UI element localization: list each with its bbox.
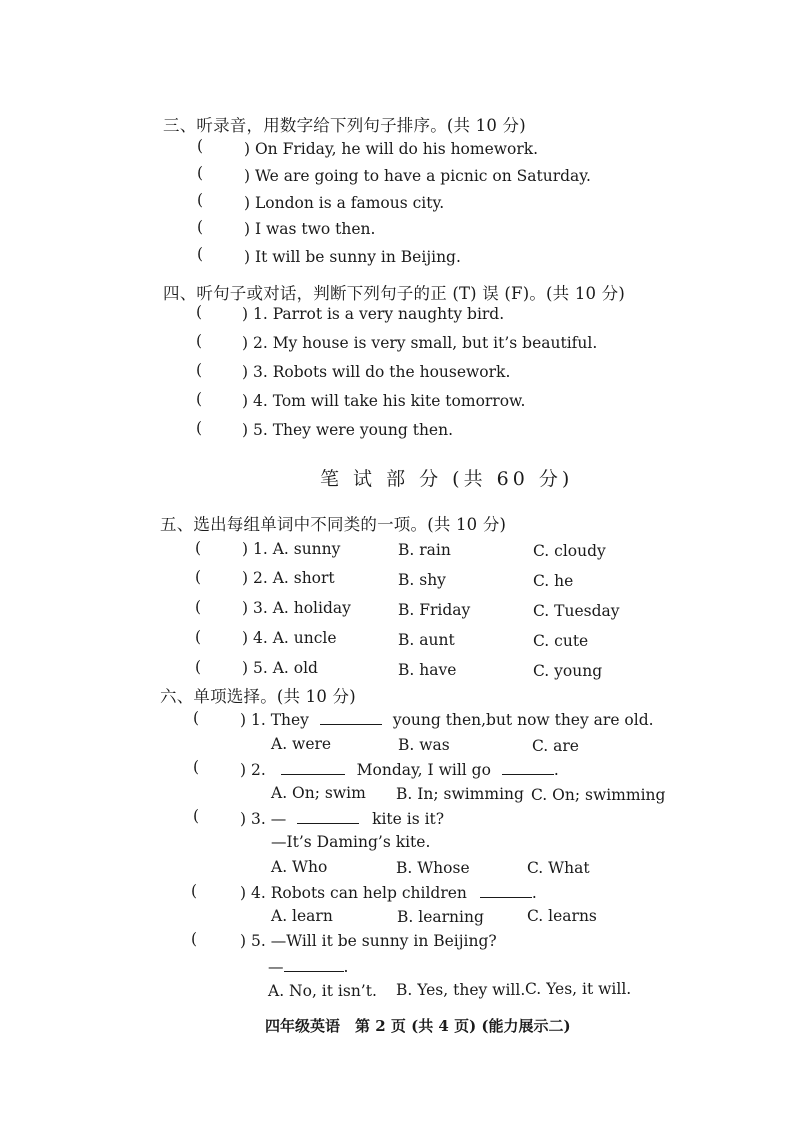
section5-item-1-b: B. rain [398, 541, 451, 559]
section6-q5-post: . [343, 958, 349, 976]
section6-q5-dash: — [268, 958, 284, 976]
answer-paren: ( [197, 245, 204, 263]
answer-paren: ( [197, 137, 204, 155]
section5-item-3-c: C. Tuesday [533, 602, 620, 620]
answer-paren: ( [196, 390, 203, 408]
section6-q2-stem [240, 760, 559, 779]
section5-item-5-b: B. have [398, 661, 457, 679]
section6-q2-option-a: A. On; swim [271, 784, 366, 802]
section3-item-5: ) It will be sunny in Beijing. [244, 248, 461, 266]
section4-heading: 四、听句子或对话，判断下列句子的正 (T) 误 (F)。(共 10 分) [163, 284, 625, 303]
section5-item-3-a: ) 3. A. holiday [242, 599, 351, 617]
section5-item-4-c: C. cute [533, 632, 589, 650]
section4-item-4: ) 4. Tom will take his kite tomorrow. [242, 392, 526, 410]
section6-q2-mid: Monday, I will go [356, 761, 491, 779]
answer-blank [281, 760, 345, 775]
section5-heading: 五、选出每组单词中不同类的一项。(共 10 分) [160, 515, 507, 534]
section6-q4-pre: ) 4. Robots can help children [240, 884, 467, 902]
section3-item-4: ) I was two then. [244, 220, 376, 238]
section6-q3-stem [240, 809, 444, 828]
section5-item-1-c: C. cloudy [533, 542, 606, 560]
section5-item-2-c: C. he [533, 572, 574, 590]
section5-item-4-a: ) 4. A. uncle [242, 629, 337, 647]
section5-item-2-b: B. shy [398, 571, 446, 589]
answer-paren: ( [195, 598, 202, 616]
section5-item-5-c: C. young [533, 662, 603, 680]
answer-paren: ( [196, 419, 203, 437]
section6-q3-answer-line: —It’s Daming’s kite. [271, 833, 431, 851]
section6-q4-post: . [531, 884, 537, 902]
section5-item-5-a: ) 5. A. old [242, 659, 318, 677]
answer-blank [320, 710, 382, 725]
section3-item-1: ) On Friday, he will do his homework. [244, 140, 539, 158]
answer-paren: ( [195, 628, 202, 646]
answer-blank [502, 760, 554, 775]
section6-q4-option-c: C. learns [527, 907, 597, 925]
answer-paren: ( [193, 709, 200, 727]
section6-q1-pre: ) 1. They [240, 711, 309, 729]
section3-item-2: ) We are going to have a picnic on Saturday. [244, 167, 591, 185]
section5-item-1-a: ) 1. A. sunny [242, 540, 341, 558]
answer-paren: ( [196, 332, 203, 350]
section4-item-3: ) 3. Robots will do the housework. [242, 363, 511, 381]
section6-q4-stem [240, 883, 537, 902]
answer-blank [480, 883, 532, 898]
answer-blank [297, 809, 359, 824]
section6-q1-option-b: B. was [398, 736, 450, 754]
section6-q2-pre: ) 2. [240, 761, 266, 779]
section6-q2-post: . [553, 761, 559, 779]
answer-paren: ( [196, 361, 203, 379]
section4-item-1: ) 1. Parrot is a very naughty bird. [242, 305, 505, 323]
section6-q4-option-b: B. learning [397, 908, 484, 926]
section6-q4-option-a: A. learn [271, 907, 333, 925]
answer-blank [284, 957, 344, 972]
section5-item-2-a: ) 2. A. short [242, 569, 335, 587]
section5-item-3-b: B. Friday [398, 601, 471, 619]
answer-paren: ( [197, 191, 204, 209]
section6-q1-post: young then,but now they are old. [392, 711, 654, 729]
section6-q1-option-a: A. were [271, 735, 332, 753]
section6-q3-option-a: A. Who [271, 858, 328, 876]
answer-paren: ( [191, 882, 198, 900]
answer-paren: ( [197, 218, 204, 236]
section3-item-3: ) London is a famous city. [244, 194, 445, 212]
section4-item-2: ) 2. My house is very small, but it’s beautiful. [242, 334, 598, 352]
answer-paren: ( [195, 539, 202, 557]
section6-q5-option-c: C. Yes, it will. [525, 980, 632, 998]
answer-paren: ( [195, 568, 202, 586]
answer-paren: ( [196, 303, 203, 321]
written-section-title: 笔 试 部 分 (共 60 分) [320, 468, 574, 490]
section6-q2-option-c: C. On; swimming [531, 786, 666, 804]
answer-paren: ( [195, 658, 202, 676]
section6-heading: 六、单项选择。(共 10 分) [160, 687, 356, 706]
answer-paren: ( [193, 807, 200, 825]
section4-item-5: ) 5. They were young then. [242, 421, 454, 439]
section6-q5-stem: ) 5. —Will it be sunny in Beijing? [240, 932, 497, 950]
answer-paren: ( [191, 930, 198, 948]
section6-q3-option-b: B. Whose [396, 859, 470, 877]
section5-item-4-b: B. aunt [398, 631, 455, 649]
section3-heading: 三、听录音，用数字给下列句子排序。(共 10 分) [163, 116, 526, 135]
section6-q3-pre: ) 3. — [240, 810, 287, 828]
section6-q5-option-b: B. Yes, they will. [396, 981, 526, 999]
answer-paren: ( [197, 164, 204, 182]
section6-q1-option-c: C. are [532, 737, 579, 755]
section6-q3-post: kite is it? [372, 810, 445, 828]
section6-q3-option-c: C. What [527, 859, 590, 877]
section6-q1-stem [240, 710, 654, 729]
section6-q2-option-b: B. In; swimming [396, 785, 524, 803]
answer-paren: ( [193, 758, 200, 776]
section6-q5-answer-line [268, 957, 348, 976]
page-footer: 四年级英语 第 2 页 (共 4 页) (能力展示二) [265, 1017, 571, 1035]
section6-q5-option-a: A. No, it isn’t. [268, 982, 377, 1000]
